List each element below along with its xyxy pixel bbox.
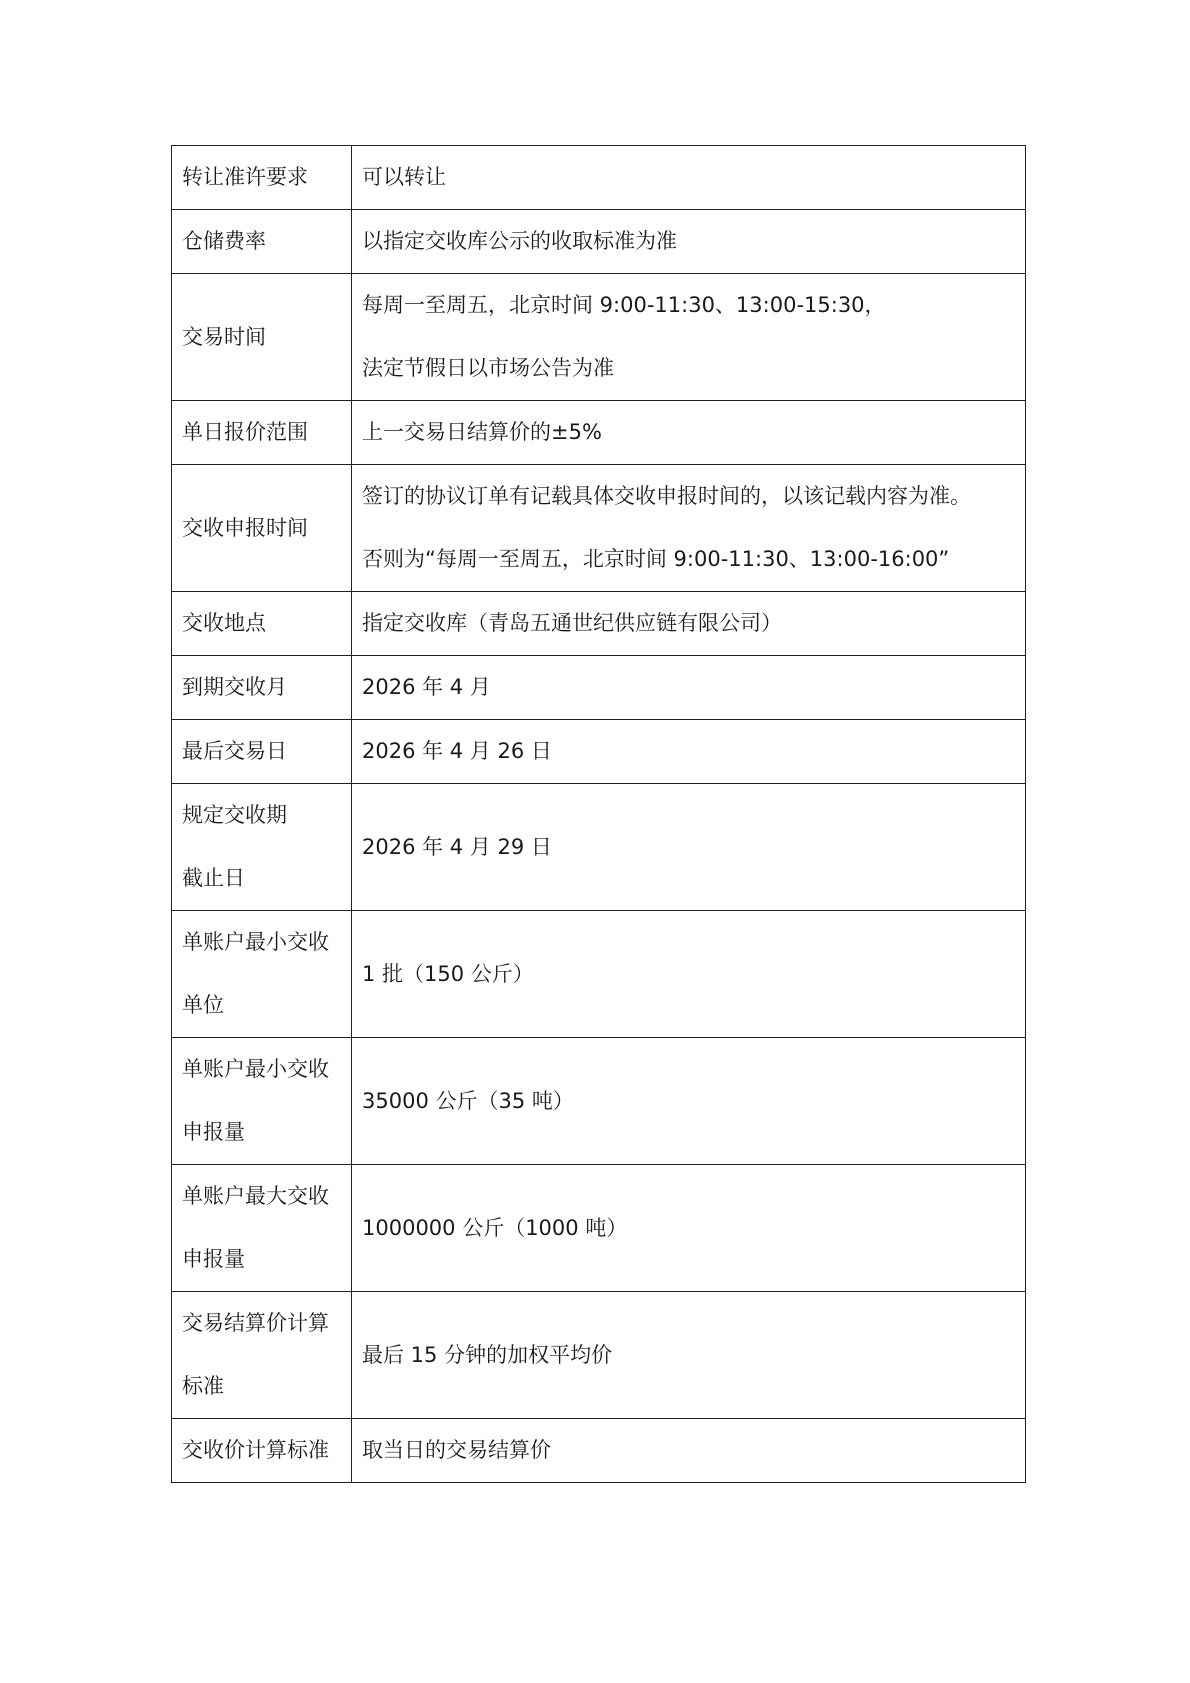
row-value: 每周一至周五，北京时间 9:00-11:30、13:00-15:30， 法定节假日以市场公告为准 — [352, 274, 1026, 401]
row-value: 2026 年 4 月 26 日 — [352, 720, 1026, 784]
row-label: 到期交收月 — [172, 656, 352, 720]
table-row — [172, 784, 1026, 911]
table-row — [172, 592, 1026, 656]
row-label: 仓储费率 — [172, 210, 352, 274]
table-row — [172, 656, 1026, 720]
row-value: 签订的协议订单有记载具体交收申报时间的，以该记载内容为准。 否则为“每周一至周五，北京时间 9:00-11:30、13:00-16:00” — [352, 465, 1026, 592]
table-row — [172, 274, 1026, 401]
table-row — [172, 911, 1026, 1038]
row-label: 交收价计算标准 — [172, 1419, 352, 1483]
contract-spec-table — [171, 145, 1026, 1483]
row-value: 1 批（150 公斤） — [352, 911, 1026, 1038]
row-label: 最后交易日 — [172, 720, 352, 784]
row-value: 指定交收库（青岛五通世纪供应链有限公司） — [352, 592, 1026, 656]
table-row — [172, 210, 1026, 274]
row-label: 单账户最大交收 申报量 — [172, 1165, 352, 1292]
row-value: 最后 15 分钟的加权平均价 — [352, 1292, 1026, 1419]
row-value: 35000 公斤（35 吨） — [352, 1038, 1026, 1165]
table-row — [172, 720, 1026, 784]
row-label: 交易结算价计算 标准 — [172, 1292, 352, 1419]
row-label: 单账户最小交收 申报量 — [172, 1038, 352, 1165]
row-label: 单日报价范围 — [172, 401, 352, 465]
row-value: 上一交易日结算价的±5% — [352, 401, 1026, 465]
row-value: 2026 年 4 月 29 日 — [352, 784, 1026, 911]
row-label: 规定交收期 截止日 — [172, 784, 352, 911]
row-value: 以指定交收库公示的收取标准为准 — [352, 210, 1026, 274]
row-value: 可以转让 — [352, 146, 1026, 210]
table-row — [172, 1292, 1026, 1419]
table-row — [172, 465, 1026, 592]
row-label: 转让准许要求 — [172, 146, 352, 210]
table-row — [172, 146, 1026, 210]
row-label: 交收申报时间 — [172, 465, 352, 592]
row-label: 交易时间 — [172, 274, 352, 401]
row-value: 取当日的交易结算价 — [352, 1419, 1026, 1483]
table-row — [172, 1419, 1026, 1483]
row-label: 单账户最小交收 单位 — [172, 911, 352, 1038]
table-row — [172, 1165, 1026, 1292]
table-row — [172, 401, 1026, 465]
row-value: 1000000 公斤（1000 吨） — [352, 1165, 1026, 1292]
row-label: 交收地点 — [172, 592, 352, 656]
table-row — [172, 1038, 1026, 1165]
row-value: 2026 年 4 月 — [352, 656, 1026, 720]
